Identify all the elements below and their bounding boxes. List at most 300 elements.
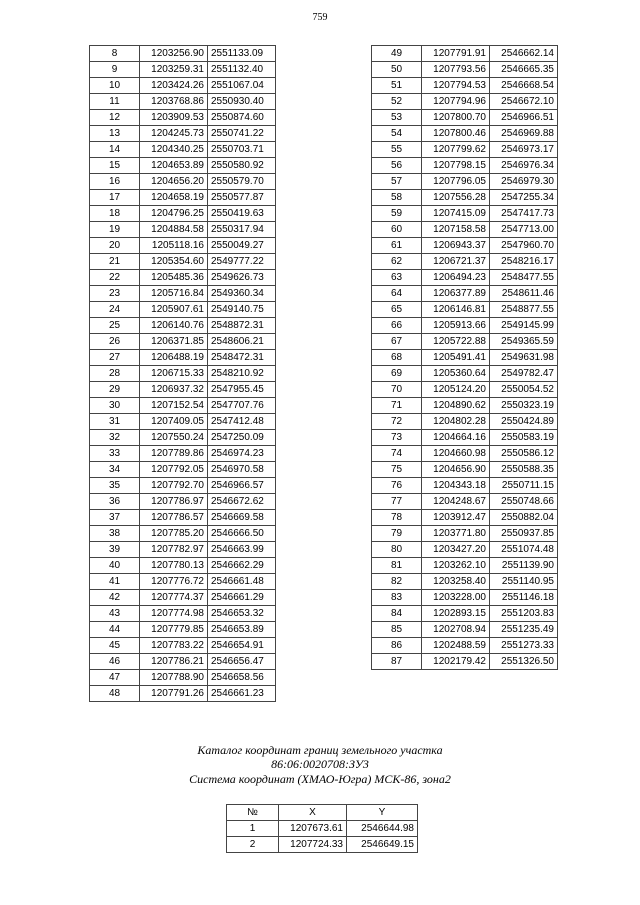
coord-x: 1206488.19 <box>140 350 208 366</box>
point-number: 35 <box>90 478 140 494</box>
table-row <box>90 606 276 622</box>
point-number: 10 <box>90 78 140 94</box>
coord-y: 2548611.46 <box>490 286 558 302</box>
coord-x: 1205722.88 <box>422 334 490 350</box>
point-number: 38 <box>90 526 140 542</box>
point-number: 21 <box>90 254 140 270</box>
point-number: 58 <box>372 190 422 206</box>
point-number: 64 <box>372 286 422 302</box>
coord-x: 1207782.97 <box>140 542 208 558</box>
table-row <box>372 94 558 110</box>
coord-y: 2547955.45 <box>208 382 276 398</box>
coord-y: 2550054.52 <box>490 382 558 398</box>
table-row <box>90 622 276 638</box>
table-row <box>372 462 558 478</box>
point-number: 47 <box>90 670 140 686</box>
coord-y: 2551273.33 <box>490 638 558 654</box>
table-row <box>372 478 558 494</box>
table-row <box>90 398 276 414</box>
point-number: 67 <box>372 334 422 350</box>
point-number: 16 <box>90 174 140 190</box>
coord-y: 2551133.09 <box>208 46 276 62</box>
point-number: 74 <box>372 446 422 462</box>
coord-y: 2546668.54 <box>490 78 558 94</box>
coord-y: 2548606.21 <box>208 334 276 350</box>
point-number: 69 <box>372 366 422 382</box>
point-number: 34 <box>90 462 140 478</box>
coord-x: 1203424.26 <box>140 78 208 94</box>
coord-x: 1203427.20 <box>422 542 490 558</box>
coord-x: 1204802.28 <box>422 414 490 430</box>
table-row <box>372 142 558 158</box>
coord-y: 2550577.87 <box>208 190 276 206</box>
coord-y: 2550703.71 <box>208 142 276 158</box>
coord-y: 2546665.35 <box>490 62 558 78</box>
header-x: X <box>279 805 347 821</box>
catalog-caption-title: Каталог координат границ земельного участка <box>197 743 443 757</box>
table-row <box>372 158 558 174</box>
coord-y: 2551326.50 <box>490 654 558 670</box>
point-number: 27 <box>90 350 140 366</box>
coord-y: 2549631.98 <box>490 350 558 366</box>
table-row <box>372 526 558 542</box>
coord-y: 2548477.55 <box>490 270 558 286</box>
coord-y: 2546656.47 <box>208 654 276 670</box>
point-number: 31 <box>90 414 140 430</box>
page-number: 759 <box>312 12 328 23</box>
point-number: 20 <box>90 238 140 254</box>
table-row <box>90 446 276 462</box>
coord-x: 1203262.10 <box>422 558 490 574</box>
coord-y: 2549360.34 <box>208 286 276 302</box>
coord-x: 1203228.00 <box>422 590 490 606</box>
point-number: 66 <box>372 318 422 334</box>
table-row <box>90 94 276 110</box>
coord-x: 1207673.61 <box>279 821 347 837</box>
table-header-row <box>227 805 418 821</box>
point-number: 23 <box>90 286 140 302</box>
coord-x: 1207794.96 <box>422 94 490 110</box>
coord-y: 2551140.95 <box>490 574 558 590</box>
point-number: 83 <box>372 590 422 606</box>
coord-y: 2550579.70 <box>208 174 276 190</box>
point-number: 25 <box>90 318 140 334</box>
coord-x: 1207783.22 <box>140 638 208 654</box>
table-row <box>90 670 276 686</box>
coord-x: 1203258.40 <box>422 574 490 590</box>
coord-x: 1207792.05 <box>140 462 208 478</box>
coord-x: 1205913.66 <box>422 318 490 334</box>
coord-y: 2546966.57 <box>208 478 276 494</box>
coord-x: 1207791.26 <box>140 686 208 702</box>
coord-y: 2550711.15 <box>490 478 558 494</box>
coord-x: 1203912.47 <box>422 510 490 526</box>
coord-x: 1204653.89 <box>140 158 208 174</box>
table-row <box>90 110 276 126</box>
coord-x: 1207774.98 <box>140 606 208 622</box>
coord-y: 2546966.51 <box>490 110 558 126</box>
point-number: 53 <box>372 110 422 126</box>
coord-x: 1207800.70 <box>422 110 490 126</box>
coord-y: 2546969.88 <box>490 126 558 142</box>
table-row <box>372 430 558 446</box>
point-number: 48 <box>90 686 140 702</box>
coord-x: 1206943.37 <box>422 238 490 254</box>
point-number: 50 <box>372 62 422 78</box>
coord-x: 1206715.33 <box>140 366 208 382</box>
coord-y: 2551067.04 <box>208 78 276 94</box>
catalog-caption-coordinate-system: Система координат (ХМАО-Югра) МСК-86, зона2 <box>189 772 451 786</box>
coord-y: 2549140.75 <box>208 302 276 318</box>
coord-x: 1202179.42 <box>422 654 490 670</box>
coord-x: 1205485.36 <box>140 270 208 286</box>
point-number: 28 <box>90 366 140 382</box>
coord-x: 1202708.94 <box>422 622 490 638</box>
point-number: 79 <box>372 526 422 542</box>
coord-x: 1206146.81 <box>422 302 490 318</box>
coord-x: 1204890.62 <box>422 398 490 414</box>
table-row <box>90 382 276 398</box>
coordinates-table-right <box>371 45 558 670</box>
coord-y: 2546661.23 <box>208 686 276 702</box>
table-row <box>372 334 558 350</box>
table-row <box>372 638 558 654</box>
coord-x: 1205907.61 <box>140 302 208 318</box>
point-number: 40 <box>90 558 140 574</box>
point-number: 33 <box>90 446 140 462</box>
coord-x: 1205491.41 <box>422 350 490 366</box>
coord-y: 2546653.32 <box>208 606 276 622</box>
table-row <box>372 190 558 206</box>
coord-x: 1207409.05 <box>140 414 208 430</box>
table-row <box>372 510 558 526</box>
point-number: 54 <box>372 126 422 142</box>
point-number: 2 <box>227 837 279 853</box>
table-row <box>90 494 276 510</box>
table-row <box>372 414 558 430</box>
coord-y: 2546672.62 <box>208 494 276 510</box>
point-number: 62 <box>372 254 422 270</box>
table-row <box>90 46 276 62</box>
table-row <box>90 542 276 558</box>
point-number: 39 <box>90 542 140 558</box>
coord-y: 2546666.50 <box>208 526 276 542</box>
coord-x: 1204796.25 <box>140 206 208 222</box>
point-number: 80 <box>372 542 422 558</box>
coord-y: 2549365.59 <box>490 334 558 350</box>
point-number: 68 <box>372 350 422 366</box>
coord-y: 2546973.17 <box>490 142 558 158</box>
table-row <box>372 302 558 318</box>
point-number: 82 <box>372 574 422 590</box>
table-row <box>372 286 558 302</box>
coord-x: 1203771.80 <box>422 526 490 542</box>
point-number: 65 <box>372 302 422 318</box>
point-number: 72 <box>372 414 422 430</box>
table-row <box>90 206 276 222</box>
table-row <box>90 462 276 478</box>
point-number: 71 <box>372 398 422 414</box>
coord-x: 1207776.72 <box>140 574 208 590</box>
point-number: 11 <box>90 94 140 110</box>
coord-y: 2550588.35 <box>490 462 558 478</box>
point-number: 57 <box>372 174 422 190</box>
header-number: № <box>227 805 279 821</box>
table-row <box>90 478 276 494</box>
point-number: 9 <box>90 62 140 78</box>
coord-x: 1207788.90 <box>140 670 208 686</box>
coord-x: 1204660.98 <box>422 446 490 462</box>
point-number: 70 <box>372 382 422 398</box>
coord-x: 1205118.16 <box>140 238 208 254</box>
point-number: 46 <box>90 654 140 670</box>
coord-x: 1207556.28 <box>422 190 490 206</box>
coord-x: 1207794.53 <box>422 78 490 94</box>
coord-x: 1207779.85 <box>140 622 208 638</box>
table-row <box>372 270 558 286</box>
point-number: 75 <box>372 462 422 478</box>
coord-y: 2546653.89 <box>208 622 276 638</box>
coord-y: 2547707.76 <box>208 398 276 414</box>
table-row <box>90 174 276 190</box>
point-number: 22 <box>90 270 140 286</box>
point-number: 14 <box>90 142 140 158</box>
coord-x: 1204656.20 <box>140 174 208 190</box>
coord-y: 2548472.31 <box>208 350 276 366</box>
coord-x: 1205716.84 <box>140 286 208 302</box>
coord-x: 1204343.18 <box>422 478 490 494</box>
coord-y: 2550882.04 <box>490 510 558 526</box>
table-row <box>372 574 558 590</box>
point-number: 85 <box>372 622 422 638</box>
point-number: 32 <box>90 430 140 446</box>
point-number: 43 <box>90 606 140 622</box>
coord-x: 1207792.70 <box>140 478 208 494</box>
table-row <box>90 638 276 654</box>
coord-y: 2546649.15 <box>347 837 418 853</box>
table-row <box>90 158 276 174</box>
coord-y: 2550874.60 <box>208 110 276 126</box>
table-row <box>90 430 276 446</box>
point-number: 77 <box>372 494 422 510</box>
table-row <box>372 366 558 382</box>
point-number: 45 <box>90 638 140 654</box>
table-row <box>372 126 558 142</box>
table-row <box>90 526 276 542</box>
coord-x: 1202893.15 <box>422 606 490 622</box>
table-row <box>90 654 276 670</box>
coord-x: 1204884.58 <box>140 222 208 238</box>
point-number: 19 <box>90 222 140 238</box>
point-number: 18 <box>90 206 140 222</box>
coord-y: 2548210.92 <box>208 366 276 382</box>
table-row <box>372 222 558 238</box>
coord-x: 1206140.76 <box>140 318 208 334</box>
coord-x: 1207785.20 <box>140 526 208 542</box>
coord-y: 2548216.17 <box>490 254 558 270</box>
table-row <box>372 254 558 270</box>
coord-y: 2549782.47 <box>490 366 558 382</box>
point-number: 49 <box>372 46 422 62</box>
coord-x: 1205360.64 <box>422 366 490 382</box>
coord-x: 1203768.86 <box>140 94 208 110</box>
table-row <box>90 302 276 318</box>
table-row <box>372 46 558 62</box>
coord-x: 1205124.20 <box>422 382 490 398</box>
coord-y: 2547960.70 <box>490 238 558 254</box>
coord-y: 2546661.29 <box>208 590 276 606</box>
coord-y: 2548877.55 <box>490 302 558 318</box>
point-number: 56 <box>372 158 422 174</box>
table-row <box>90 222 276 238</box>
point-number: 86 <box>372 638 422 654</box>
coord-x: 1207789.86 <box>140 446 208 462</box>
point-number: 78 <box>372 510 422 526</box>
coord-y: 2549145.99 <box>490 318 558 334</box>
coord-x: 1207158.58 <box>422 222 490 238</box>
coord-y: 2546644.98 <box>347 821 418 837</box>
coord-y: 2551146.18 <box>490 590 558 606</box>
coord-x: 1207791.91 <box>422 46 490 62</box>
coord-y: 2551203.83 <box>490 606 558 622</box>
table-row <box>90 350 276 366</box>
table-row <box>90 62 276 78</box>
table-row <box>227 837 418 853</box>
parcel-coordinates-table <box>226 804 418 853</box>
table-row <box>372 62 558 78</box>
point-number: 59 <box>372 206 422 222</box>
coord-y: 2550937.85 <box>490 526 558 542</box>
header-y: Y <box>347 805 418 821</box>
table-row <box>90 270 276 286</box>
point-number: 63 <box>372 270 422 286</box>
table-row <box>227 821 418 837</box>
coord-y: 2546672.10 <box>490 94 558 110</box>
coord-y: 2546979.30 <box>490 174 558 190</box>
coord-x: 1207793.56 <box>422 62 490 78</box>
coord-y: 2550323.19 <box>490 398 558 414</box>
point-number: 42 <box>90 590 140 606</box>
table-row <box>372 78 558 94</box>
coord-x: 1207800.46 <box>422 126 490 142</box>
coord-y: 2546662.29 <box>208 558 276 574</box>
coord-y: 2549777.22 <box>208 254 276 270</box>
coord-x: 1207798.15 <box>422 158 490 174</box>
point-number: 41 <box>90 574 140 590</box>
point-number: 36 <box>90 494 140 510</box>
table-row <box>372 398 558 414</box>
coord-x: 1203256.90 <box>140 46 208 62</box>
coord-y: 2548872.31 <box>208 318 276 334</box>
table-row <box>90 254 276 270</box>
point-number: 37 <box>90 510 140 526</box>
point-number: 60 <box>372 222 422 238</box>
coord-x: 1206377.89 <box>422 286 490 302</box>
coord-y: 2550049.27 <box>208 238 276 254</box>
coord-x: 1203259.31 <box>140 62 208 78</box>
table-row <box>372 446 558 462</box>
coord-y: 2550748.66 <box>490 494 558 510</box>
coord-x: 1204248.67 <box>422 494 490 510</box>
table-row <box>90 414 276 430</box>
coord-x: 1206721.37 <box>422 254 490 270</box>
table-row <box>90 318 276 334</box>
point-number: 87 <box>372 654 422 670</box>
table-row <box>90 334 276 350</box>
coord-y: 2550930.40 <box>208 94 276 110</box>
coord-y: 2546654.91 <box>208 638 276 654</box>
coord-y: 2546974.23 <box>208 446 276 462</box>
coord-y: 2547417.73 <box>490 206 558 222</box>
coord-x: 1207415.09 <box>422 206 490 222</box>
table-row <box>90 126 276 142</box>
table-row <box>372 622 558 638</box>
point-number: 29 <box>90 382 140 398</box>
point-number: 30 <box>90 398 140 414</box>
coord-y: 2546970.58 <box>208 462 276 478</box>
coord-x: 1206937.32 <box>140 382 208 398</box>
table-row <box>372 318 558 334</box>
coord-x: 1204658.19 <box>140 190 208 206</box>
coord-y: 2550583.19 <box>490 430 558 446</box>
coord-x: 1207774.37 <box>140 590 208 606</box>
table-row <box>372 350 558 366</box>
coord-y: 2550741.22 <box>208 126 276 142</box>
coord-y: 2551235.49 <box>490 622 558 638</box>
point-number: 1 <box>227 821 279 837</box>
coord-y: 2547250.09 <box>208 430 276 446</box>
coord-x: 1204340.25 <box>140 142 208 158</box>
table-row <box>90 78 276 94</box>
coord-x: 1207724.33 <box>279 837 347 853</box>
point-number: 73 <box>372 430 422 446</box>
coord-x: 1206371.85 <box>140 334 208 350</box>
coord-y: 2550317.94 <box>208 222 276 238</box>
point-number: 76 <box>372 478 422 494</box>
coord-x: 1203909.53 <box>140 110 208 126</box>
coord-y: 2551074.48 <box>490 542 558 558</box>
coord-x: 1207799.62 <box>422 142 490 158</box>
point-number: 12 <box>90 110 140 126</box>
coord-x: 1204664.16 <box>422 430 490 446</box>
table-row <box>372 382 558 398</box>
coord-y: 2546661.48 <box>208 574 276 590</box>
coord-x: 1202488.59 <box>422 638 490 654</box>
table-row <box>372 494 558 510</box>
coord-y: 2546669.58 <box>208 510 276 526</box>
point-number: 44 <box>90 622 140 638</box>
coord-x: 1207550.24 <box>140 430 208 446</box>
coord-y: 2551139.90 <box>490 558 558 574</box>
point-number: 52 <box>372 94 422 110</box>
table-row <box>372 654 558 670</box>
coord-y: 2547412.48 <box>208 414 276 430</box>
table-row <box>90 366 276 382</box>
point-number: 84 <box>372 606 422 622</box>
point-number: 61 <box>372 238 422 254</box>
coord-y: 2550424.89 <box>490 414 558 430</box>
coord-y: 2547713.00 <box>490 222 558 238</box>
point-number: 17 <box>90 190 140 206</box>
table-row <box>372 238 558 254</box>
table-row <box>372 590 558 606</box>
coord-y: 2547255.34 <box>490 190 558 206</box>
table-row <box>372 110 558 126</box>
coord-x: 1207786.97 <box>140 494 208 510</box>
table-row <box>90 238 276 254</box>
table-row <box>372 206 558 222</box>
coord-y: 2550586.12 <box>490 446 558 462</box>
